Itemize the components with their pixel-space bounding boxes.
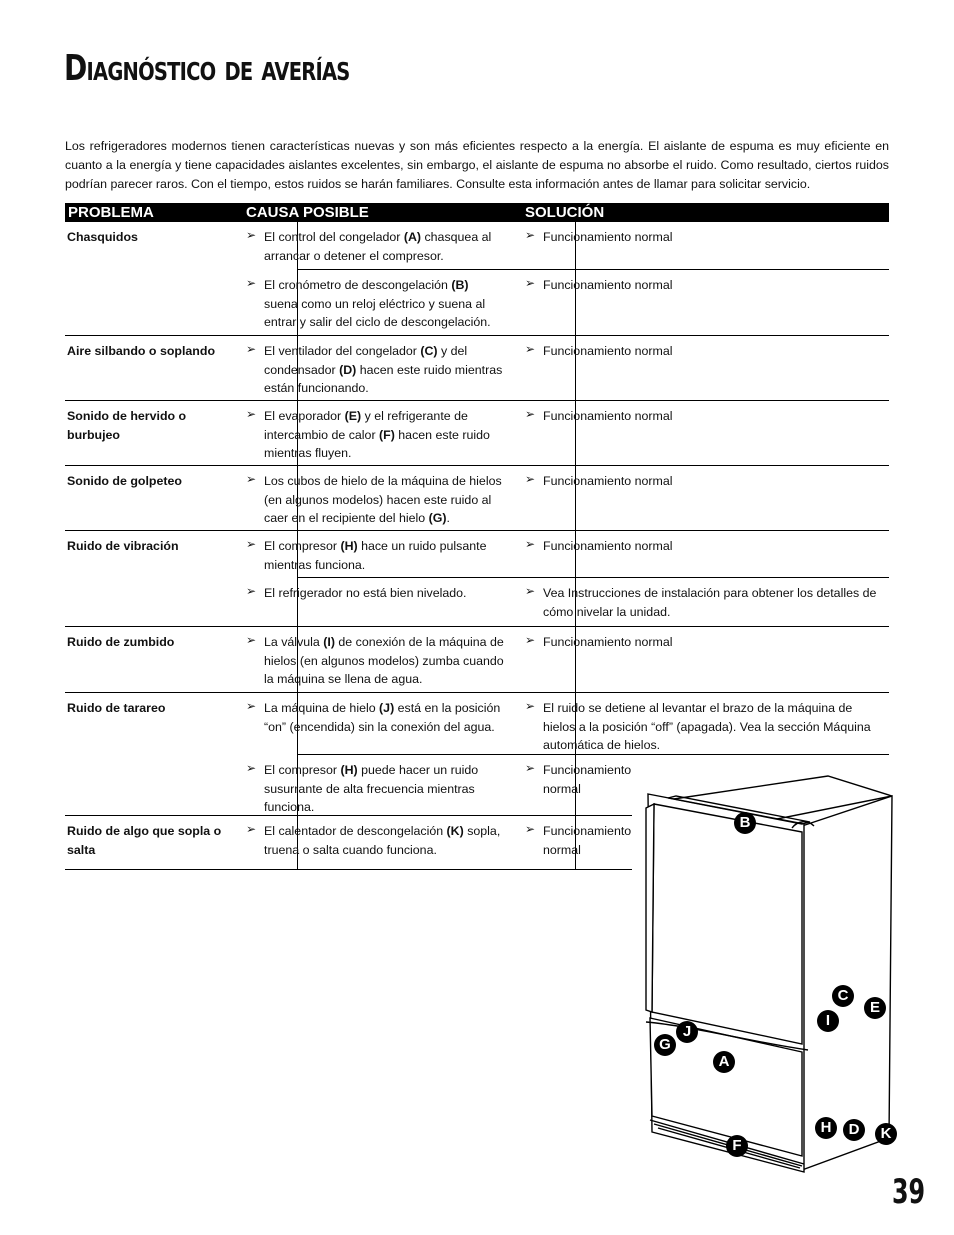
solution-text: Funcionamiento normal xyxy=(543,409,673,423)
solution-text: Funcionamiento normal xyxy=(543,344,673,358)
cause-text-part: El cronómetro de descongelación xyxy=(264,278,452,292)
cause-text-part: El compresor xyxy=(264,539,341,553)
cause-text xyxy=(264,472,504,528)
problem-label: Ruido de vibración xyxy=(67,539,179,553)
cause-text-part: El compresor xyxy=(264,763,341,777)
cause-text-part: Los cubos de hielo de la máquina de hielos (en algunos modelos) hacen este ruido al caer en el recipiente del hielo xyxy=(264,474,502,525)
callout-label: G xyxy=(654,1034,676,1056)
part-reference: (A) xyxy=(403,230,422,244)
part-reference: (K) xyxy=(446,824,464,838)
solution-text: Funcionamiento normal xyxy=(543,230,673,244)
part-reference: (G) xyxy=(428,511,447,525)
solution-text: Vea Instrucciones de instalación para obtener los detalles de cómo nivelar la unidad. xyxy=(543,586,877,619)
cause-text-part: El refrigerador no está bien nivelado. xyxy=(264,586,467,600)
part-reference: (D) xyxy=(339,362,357,377)
problem-label: Sonido de hervido o burbujeo xyxy=(67,409,187,442)
bullet-icon: ➢ xyxy=(525,228,536,242)
table-row xyxy=(65,626,889,627)
bullet-icon: ➢ xyxy=(246,761,257,775)
cause-text-part: El evaporador xyxy=(264,409,345,423)
callout-label: B xyxy=(734,812,756,834)
cause-text-part: El control del congelador xyxy=(264,230,404,244)
callout-label: A xyxy=(713,1051,735,1073)
callout-label: J xyxy=(676,1021,698,1043)
header-problema: PROBLEMA xyxy=(68,204,154,221)
cause-text xyxy=(264,276,504,332)
table-row xyxy=(65,335,889,336)
bullet-icon: ➢ xyxy=(246,228,257,242)
problem-label: Ruido de tarareo xyxy=(67,701,166,715)
callout-label: F xyxy=(726,1135,748,1157)
solution-text: Funcionamiento normal xyxy=(543,539,673,553)
cause-text-part: hacen este ruido mientras fluyen. xyxy=(264,427,490,460)
cause-text-part: El calentador de descongelación xyxy=(264,824,447,838)
bullet-icon: ➢ xyxy=(246,584,257,598)
bullet-icon: ➢ xyxy=(246,342,257,356)
cause-text xyxy=(264,537,504,574)
cause-text-part: y del condensador xyxy=(264,344,468,377)
solution-text: Funcionamiento normal xyxy=(543,474,673,488)
bullet-icon: ➢ xyxy=(525,633,536,647)
bullet-icon: ➢ xyxy=(246,633,257,647)
table-row xyxy=(65,692,889,693)
bullet-icon: ➢ xyxy=(246,537,257,551)
part-reference: (C) xyxy=(420,344,438,358)
callout-label: C xyxy=(832,985,854,1007)
problem-label: Sonido de golpeteo xyxy=(67,474,182,488)
problem-label: Ruido de algo que sopla o salta xyxy=(67,824,222,857)
part-reference: (H) xyxy=(340,539,358,553)
cause-text xyxy=(264,761,504,817)
cause-text-part: suena como un reloj eléctrico y suena al entrar y salir del ciclo de descongelación. xyxy=(264,296,491,329)
cause-text-part: sopla, truena o salta cuando funciona. xyxy=(264,824,501,857)
bullet-icon: ➢ xyxy=(246,699,257,713)
table-row xyxy=(65,869,632,870)
bullet-icon: ➢ xyxy=(525,407,536,421)
bullet-icon: ➢ xyxy=(525,342,536,356)
cause-text-part: La máquina de hielo xyxy=(264,701,380,715)
bullet-icon: ➢ xyxy=(246,407,257,421)
bullet-icon: ➢ xyxy=(525,584,536,598)
bullet-icon: ➢ xyxy=(525,472,536,486)
problem-label: Chasquidos xyxy=(67,230,138,244)
cause-text-part: hace un ruido pulsante mientras funciona. xyxy=(264,539,487,572)
bullet-icon: ➢ xyxy=(525,761,536,775)
solution-text: Funcionamiento normal xyxy=(543,635,673,649)
callout-label: K xyxy=(875,1123,897,1145)
solution-text: Funcionamiento normal xyxy=(543,763,632,796)
cause-text-part: chasquea al arrancar o detener el compresor. xyxy=(264,230,492,263)
bullet-icon: ➢ xyxy=(525,699,536,713)
callout-label: D xyxy=(843,1119,865,1141)
callout-label: H xyxy=(815,1117,837,1139)
cause-text xyxy=(264,699,504,736)
header-solucion: SOLUCIÓN xyxy=(525,204,605,221)
problem-label: Ruido de zumbido xyxy=(67,635,175,649)
bullet-icon: ➢ xyxy=(525,276,536,290)
cause-text xyxy=(264,407,504,463)
header-causa: CAUSA POSIBLE xyxy=(246,204,369,221)
callout-label: I xyxy=(817,1010,839,1032)
table-row xyxy=(65,465,889,466)
sub-row-divider xyxy=(298,269,889,270)
callout-label: E xyxy=(864,997,886,1019)
part-reference: (H) xyxy=(340,763,358,777)
cause-text-part: puede hacer un ruido susurrante de alta frecuencia mientras funciona. xyxy=(264,763,479,814)
cause-text-part: . xyxy=(446,511,450,525)
cause-text xyxy=(264,228,504,265)
intro-paragraph: Los refrigeradores modernos tienen características nuevas y son más eficientes respecto a la energía. El aislante de espuma es muy eficiente en cuanto a la energía y tiene capacidades aislantes excelentes, sin embargo, el aislante de espuma no absorbe el ruido. Como resultado, ciertos ruidos podrían parecer raros. Con el tiempo, estos ruidos se harán familiares. Consulte esta información antes de llamar para solicitar servicio. xyxy=(65,139,889,191)
part-reference: (J) xyxy=(379,701,395,715)
page-number: 39 xyxy=(892,1172,926,1212)
cause-text xyxy=(264,822,504,859)
part-reference: (F) xyxy=(379,427,395,442)
bullet-icon: ➢ xyxy=(246,822,257,836)
bullet-icon: ➢ xyxy=(246,276,257,290)
page-title: Diagnóstico de averías xyxy=(64,48,350,89)
cause-text-part: y el refrigerante de intercambio de calor xyxy=(264,409,468,442)
part-reference: (E) xyxy=(344,409,362,423)
table-header xyxy=(65,203,889,222)
table-row xyxy=(65,400,889,401)
cause-text xyxy=(264,584,504,603)
bullet-icon: ➢ xyxy=(246,472,257,486)
sub-row-divider xyxy=(298,577,889,578)
cause-text-part: hacen este ruido mientras están funcionando. xyxy=(264,362,503,395)
cause-text-part: de conexión de la máquina de hielos (en algunos modelos) zumba cuando la máquina se llena de agua. xyxy=(264,635,504,686)
solution-text: Funcionamiento normal xyxy=(543,824,632,857)
cause-text-part: está en la posición “on” (encendida) sin la conexión del agua. xyxy=(264,701,501,734)
bullet-icon: ➢ xyxy=(525,822,536,836)
cause-text-part: El ventilador del congelador xyxy=(264,344,421,358)
bullet-icon: ➢ xyxy=(525,537,536,551)
problem-label: Aire silbando o soplando xyxy=(67,344,216,358)
cause-text xyxy=(264,633,504,689)
solution-text: Funcionamiento normal xyxy=(543,278,673,292)
cause-text xyxy=(264,342,504,398)
solution-text: El ruido se detiene al levantar el brazo de la máquina de hielos a la posición “off” (apagada). Vea la sección Máquina automática de hielos. xyxy=(543,701,871,752)
part-reference: (I) xyxy=(323,635,335,649)
refrigerator-illustration xyxy=(632,772,902,1176)
part-reference: (B) xyxy=(451,278,469,292)
table-row xyxy=(65,530,889,531)
cause-text-part: La válvula xyxy=(264,635,324,649)
